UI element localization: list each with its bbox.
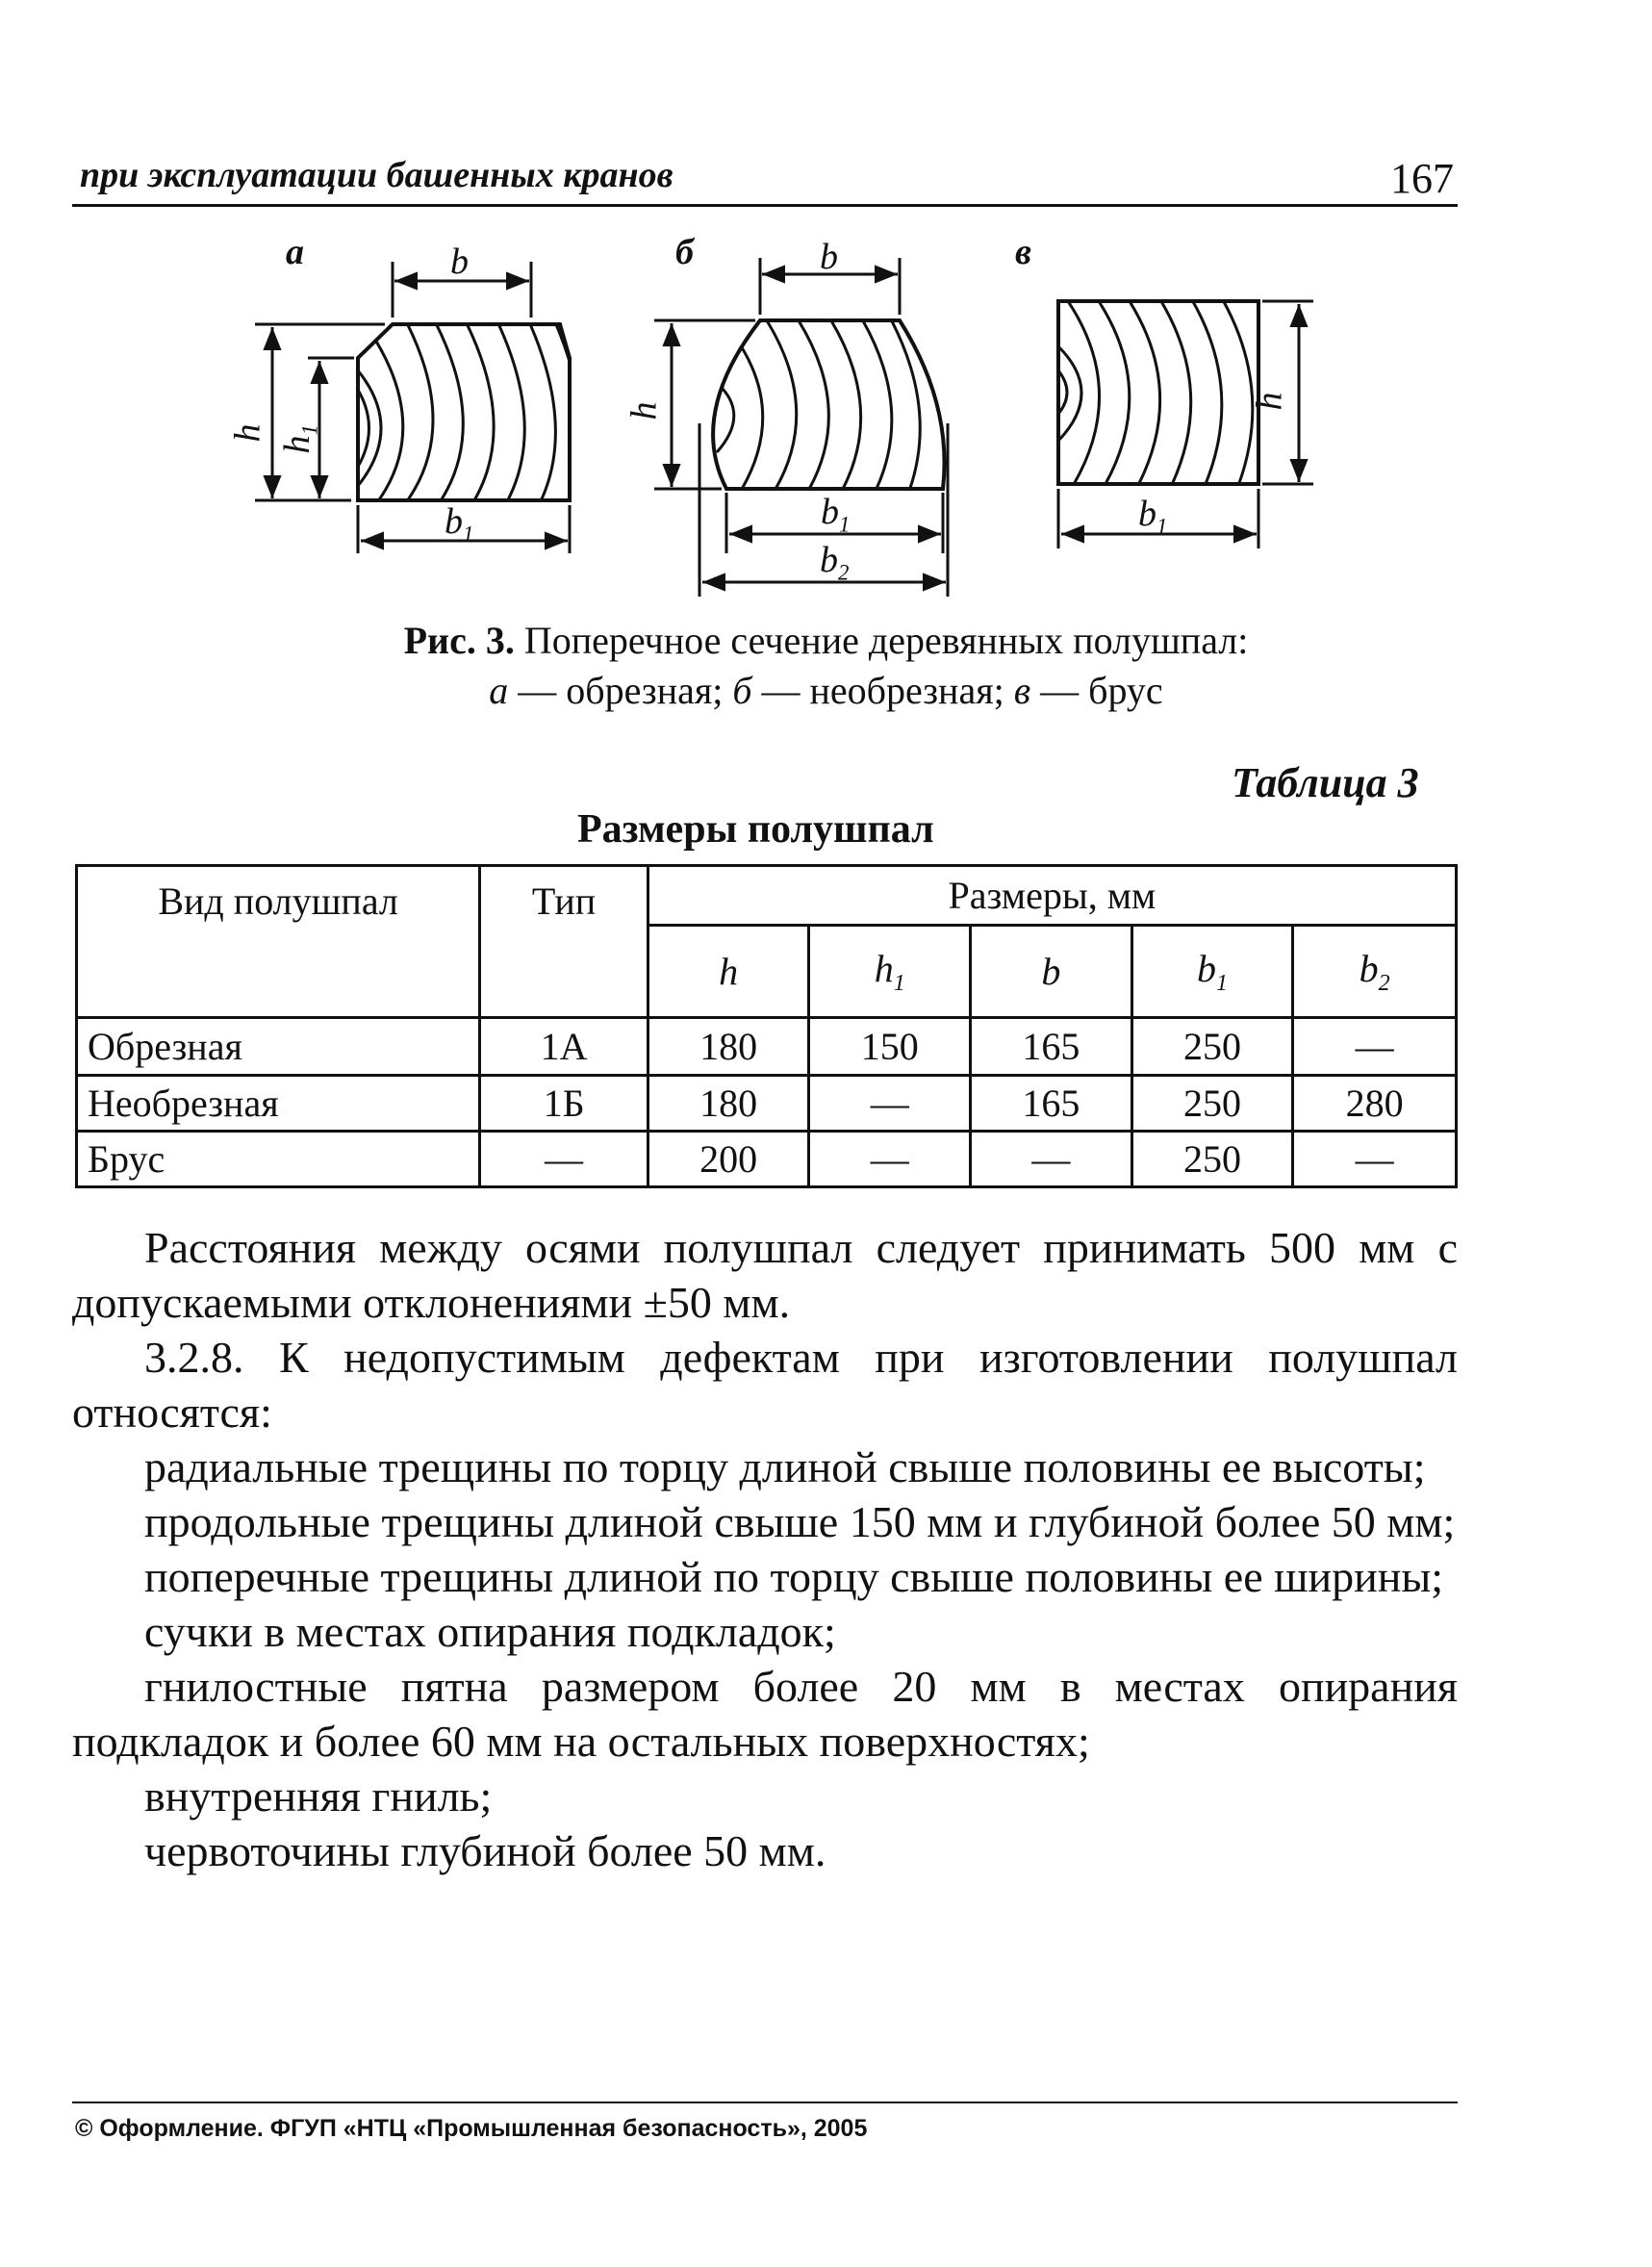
cell-type: 1Б <box>480 1076 648 1132</box>
cell-b: 165 <box>971 1076 1132 1132</box>
label-a-b1: $b_1$ <box>445 501 474 547</box>
label-a-h1: $h_1$ <box>276 424 322 454</box>
paragraph: 3.2.8. К недопустимым дефектам при изготовлении полушпал относятся: <box>72 1333 1458 1437</box>
paragraph: внутренняя гниль; <box>144 1771 493 1821</box>
header-type: Тип <box>480 866 648 1018</box>
cell-h: 200 <box>648 1132 809 1187</box>
cell-kind: Необрезная <box>77 1076 480 1132</box>
cell-b2: — <box>1293 1018 1457 1076</box>
label-b-b2: $b_2$ <box>820 540 850 585</box>
panel-a <box>255 262 581 553</box>
paragraph: гнилостные пятна размером более 20 мм в местах опирания подкладок и более 60 мм на остальных поверхностях; <box>72 1662 1458 1766</box>
paragraph: сучки в местах опирания подкладок; <box>144 1607 836 1656</box>
sizes-table <box>75 864 1458 1188</box>
header-b: b <box>971 926 1132 1018</box>
cell-h: 180 <box>648 1018 809 1076</box>
cell-h1: 150 <box>809 1018 971 1076</box>
label-c-b1: $b_1$ <box>1138 494 1168 539</box>
cell-h1: — <box>809 1076 971 1132</box>
running-title: при эксплуатации башенных кранов <box>80 155 674 195</box>
wood-grain-a <box>358 318 581 505</box>
paragraph: поперечные трещины длиной по торцу свыше половины ее ширины; <box>144 1552 1444 1601</box>
header-sizes: Размеры, мм <box>648 866 1456 926</box>
table-title: Размеры полушпал <box>577 807 934 852</box>
copyright-footer: © Оформление. ФГУП «НТЦ «Промышленная безопасность», 2005 <box>75 2115 868 2142</box>
paragraph: продольные трещины длиной свыше 150 мм и глубиной более 50 мм; <box>144 1497 1456 1546</box>
label-c-h: h <box>1249 392 1290 411</box>
cell-b2: 280 <box>1293 1076 1457 1132</box>
panel-letter-b: б <box>675 232 694 272</box>
table-number: Таблица 3 <box>1232 759 1419 806</box>
label-a-h: h <box>227 423 268 443</box>
cell-type: — <box>480 1132 648 1187</box>
wood-grain-b <box>704 318 920 491</box>
wood-grain-c <box>1058 298 1253 491</box>
panel-letter-c: в <box>1015 232 1031 272</box>
footer-rule <box>72 2101 1458 2103</box>
figure-3 <box>0 0 1652 616</box>
cell-h: 180 <box>648 1076 809 1132</box>
table-row <box>77 1018 1457 1076</box>
header-h1: $h_1$ <box>809 926 971 1018</box>
header-h: h <box>648 926 809 1018</box>
caption-line-2: а — обрезная; б — необрезная; в — брус <box>489 669 1163 712</box>
cell-kind: Обрезная <box>77 1018 480 1076</box>
panel-b <box>654 258 948 597</box>
cell-b2: — <box>1293 1132 1457 1187</box>
body-text <box>72 1220 1458 1878</box>
label-a-b: b <box>450 242 469 282</box>
page-number: 167 <box>1390 155 1454 202</box>
caption-line-1: Рис. 3. Поперечное сечение деревянных полушпал: <box>403 619 1249 662</box>
label-b-h: h <box>623 401 665 420</box>
cell-b1: 250 <box>1131 1018 1293 1076</box>
figure-caption <box>0 616 1652 716</box>
header-kind: Вид полушпал <box>77 866 480 1018</box>
table-row <box>77 1076 1457 1132</box>
cell-b1: 250 <box>1131 1076 1293 1132</box>
cell-kind: Брус <box>77 1132 480 1187</box>
header-b2: $b_2$ <box>1293 926 1457 1018</box>
header-b1: $b_1$ <box>1131 926 1293 1018</box>
label-b-b: b <box>820 237 838 277</box>
cell-type: 1А <box>480 1018 648 1076</box>
cell-b: 165 <box>971 1018 1132 1076</box>
cell-h1: — <box>809 1132 971 1187</box>
cell-b: — <box>971 1132 1132 1187</box>
panel-letter-a: а <box>286 232 304 272</box>
paragraph: радиальные трещины по торцу длиной свыше половины ее высоты; <box>144 1442 1426 1491</box>
paragraph: Расстояния между осями полушпал следует принимать 500 мм с допускаемыми отклонениями ±50 мм. <box>72 1223 1458 1327</box>
label-b-b1: $b_1$ <box>821 492 851 537</box>
cell-b1: 250 <box>1131 1132 1293 1187</box>
paragraph: червоточины глубиной более 50 мм. <box>144 1826 826 1875</box>
panel-c <box>1058 298 1313 548</box>
table-row <box>77 1132 1457 1187</box>
